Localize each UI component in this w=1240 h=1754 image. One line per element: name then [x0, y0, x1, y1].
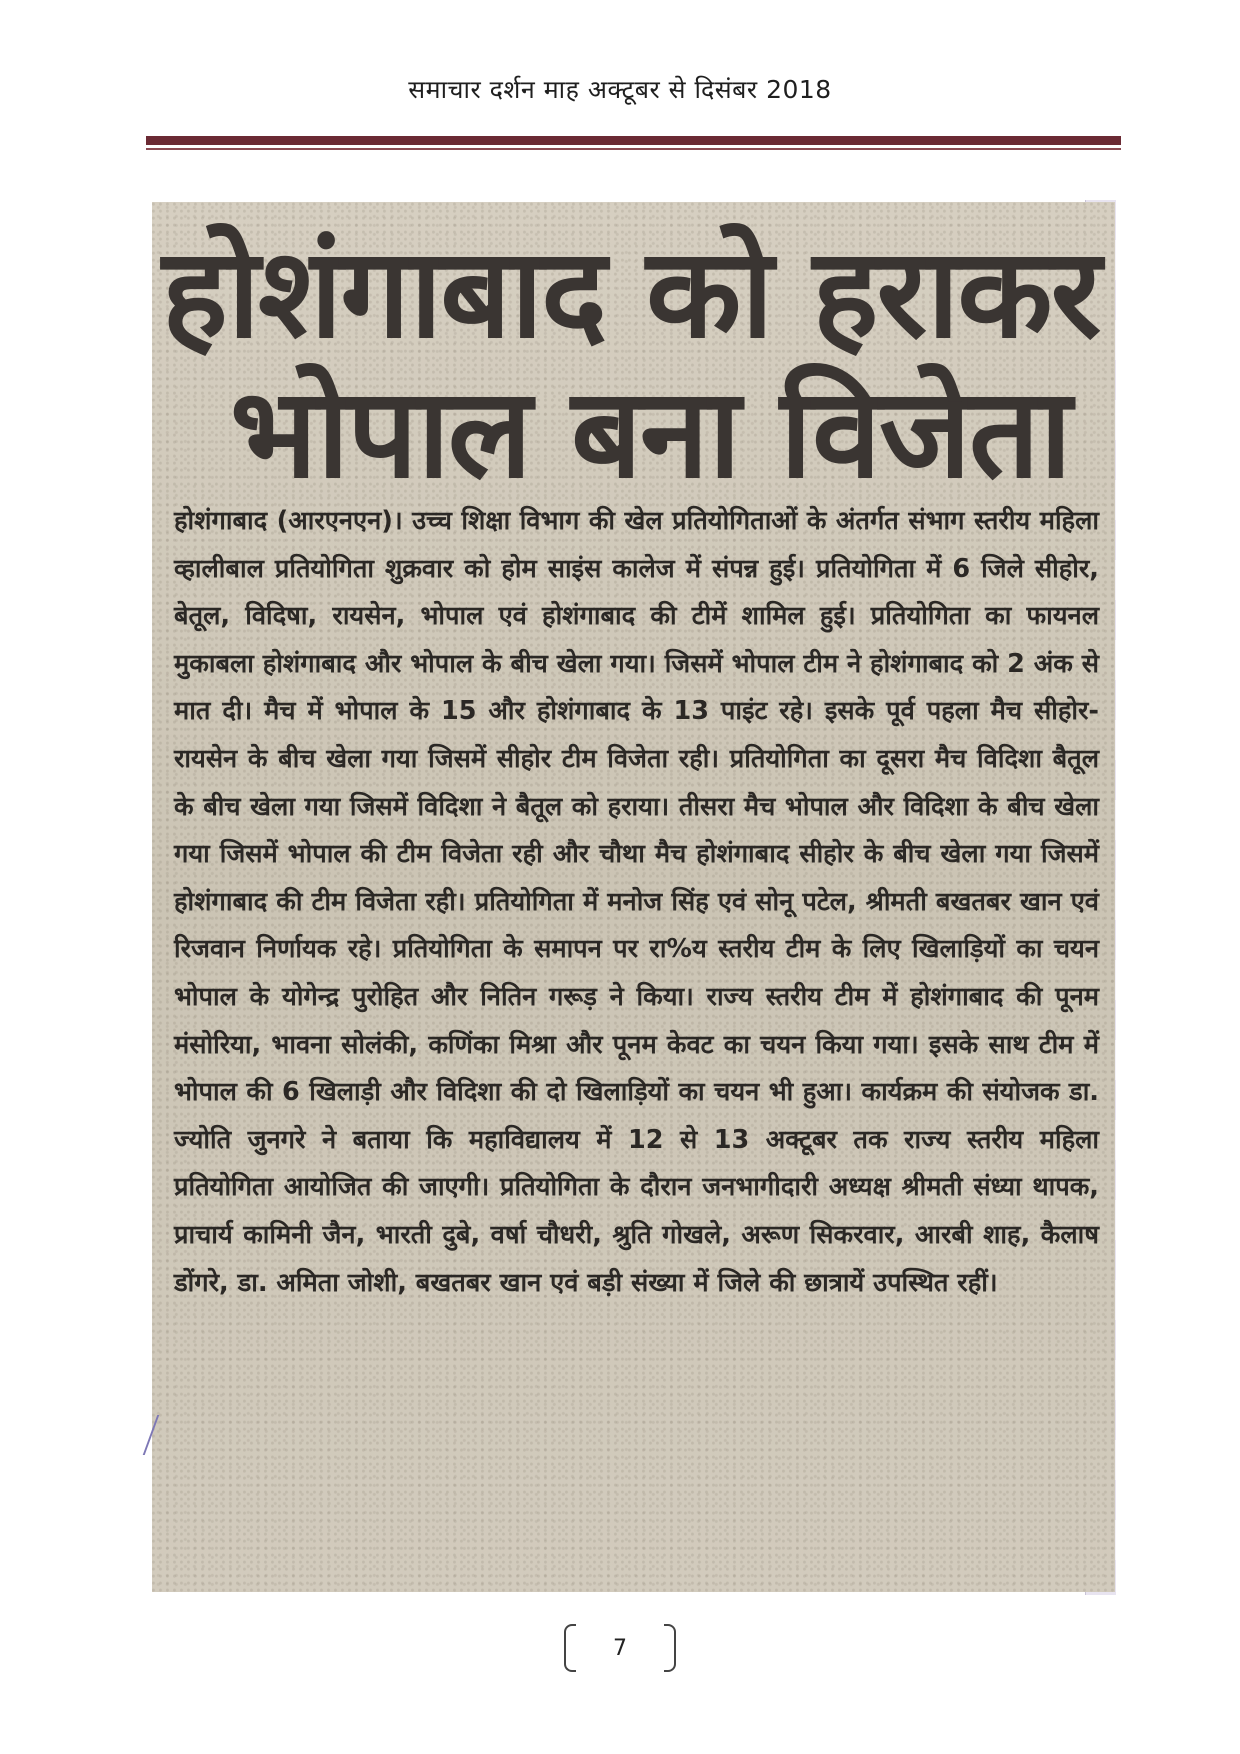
headline-line-1: होशंगाबाद को हराकर [162, 222, 1100, 366]
page-number: 7 [613, 1635, 627, 1661]
left-bracket-icon [564, 1624, 576, 1672]
article-body: होशंगाबाद (आरएनएन)। उच्च शिक्षा विभाग की खेल प्रतियोगिताओं के अंतर्गत संभाग स्तरीय महिला व्हालीबाल प्रतियोगिता शुक्रवार को होम साइंस कालेज में संपन्न हुई। प्रतियोगिता में 6 जिले सीहोर, बेतूल, विदिषा, रायसेन, भोपाल एवं होशंगाबाद की टीमें शामिल हुई। प्रतियोगिता का फायनल मुकाबला होशंगाबाद और भोपाल के बीच खेला गया। जिसमें भोपाल टीम ने होशंगाबाद को 2 अंक से मात दी। मैच में भोपाल के 15 और होशंगाबाद के 13 पाइंट रहे। इसके पूर्व पहला मैच सीहोर-रायसेन के बीच खेला गया जिसमें सीहोर टीम विजेता रही। प्रतियोगिता का दूसरा मैच विदिशा बैतूल के बीच खेला गया जिसमें विदिशा ने बैतूल को हराया। तीसरा मैच भोपाल और विदिशा के बीच खेला गया जिसमें भोपाल की टीम विजेता रही और चौथा मैच होशंगाबाद सीहोर के बीच खेला गया जिसमें होशंगाबाद की टीम विजेता रही। प्रतियोगिता में मनोज सिंह एवं सोनू पटेल, श्रीमती बखतबर खान एवं रिजवान निर्णायक रहे। प्रतियोगिता के समापन पर रा%य स्तरीय टीम के लिए खिलाड़ियों का चयन भोपाल के योगेन्द्र पुरोहित और नितिन गरूड़ ने किया। राज्य स्तरीय टीम में होशंगाबाद की पूनम मंसोरिया, भावना सोलंकी, कणिंका मिश्रा और पूनम केवट का चयन किया गया। इसके साथ टीम में भोपाल की 6 खिलाड़ी और विदिशा की दो खिलाड़ियों का चयन भी हुआ। कार्यक्रम की संयोजक डा. ज्योति जुनगरे ने बताया कि महाविद्यालय में 12 से 13 अक्टूबर तक राज्य स्तरीय महिला प्रतियोगिता आयोजित की जाएगी। प्रतियोगिता के दौरान जनभागीदारी अध्यक्ष श्रीमती संध्या थापक, प्राचार्य कामिनी जैन, भारती दुबे, वर्षा चौधरी, श्रुति गोखले, अरूण सिकरवार, आरबी शाह, कैलाष डोंगरे, डा. अमिता जोशी, बखतबर खान एवं बड़ी संख्या में जिले की छात्रायें उपस्थित रहीं। [174, 506, 1099, 1298]
headline-line-2: भोपाल बना विजेता [230, 362, 1070, 506]
header-divider [146, 136, 1121, 145]
page-number-footer [0, 1624, 1240, 1672]
newspaper-clipping [152, 202, 1115, 1592]
page-header-title: समाचार दर्शन माह अक्टूबर से दिसंबर 2018 [408, 75, 832, 104]
right-bracket-icon [664, 1624, 676, 1672]
